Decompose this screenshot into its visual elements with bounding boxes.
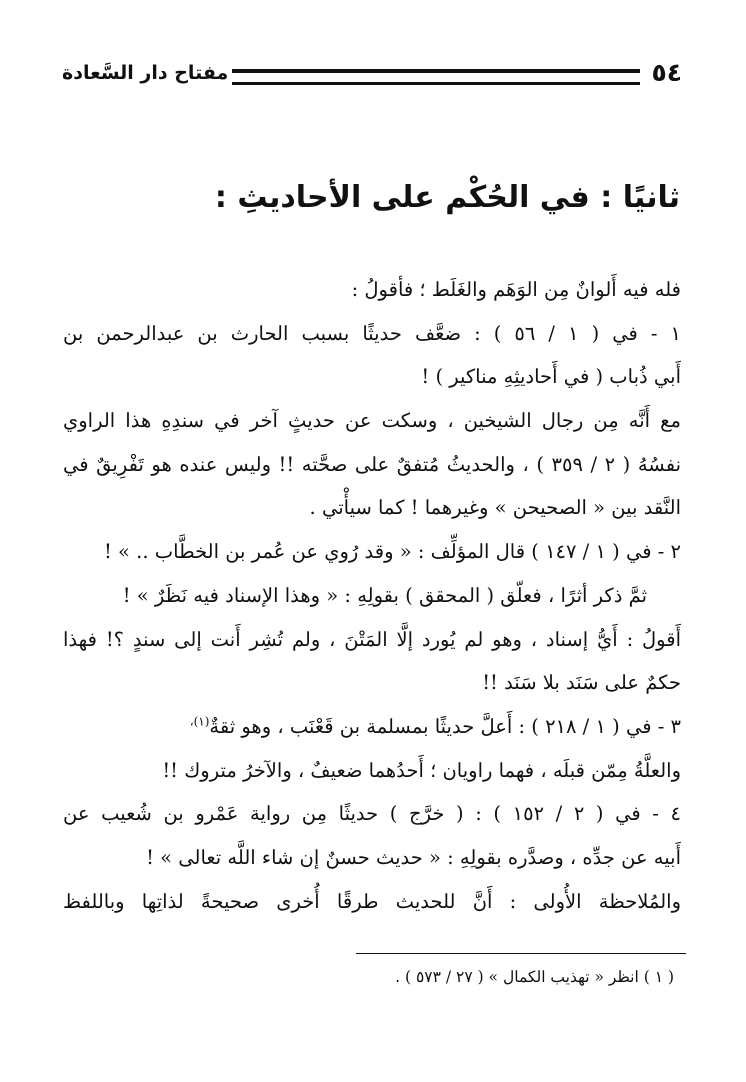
text-line-10: حكمٌ على سَنَد بلا سَنَد !! bbox=[482, 671, 681, 695]
text-line-11-content: ٣ - في ( ١ / ٢١٨ ) : أَعلَّ حديثًا بمسلمة بن قَعْنَب ، وهو ثقةٌ bbox=[209, 714, 681, 738]
text-line-14: أَبيه عن جدِّه ، وصدَّره بقولِهِ : « حديث حسنٌ إن شاء اللَّه تعالى » ! bbox=[146, 845, 681, 869]
text-line-4: مع أَنَّه مِن رجال الشيخين ، وسكت عن حديثٍ آخر في سندِهِ هذا الراوي bbox=[63, 409, 681, 433]
section-heading: ثانيًا : في الحُكْم على الأحاديثِ : bbox=[214, 180, 680, 215]
page-number: ٥٤ bbox=[651, 58, 682, 87]
header-rule bbox=[232, 69, 640, 85]
text-line-3: أَبي ذُباب ( في أَحاديثِهِ مناكير ) ! bbox=[421, 365, 681, 389]
footnote: ( ١ ) انظر « تهذيب الكمال » ( ٢٧ / ٥٧٣ ) . bbox=[395, 968, 674, 986]
text-line-15: والمُلاحظة الأُولى : أَنَّ للحديث طرقًا أُخرى صحيحةً لذاتِها وباللفظ bbox=[63, 889, 681, 913]
body-text bbox=[63, 268, 681, 923]
footnote-divider bbox=[356, 953, 686, 954]
footnote-reference: (١)، bbox=[189, 714, 210, 729]
text-line-13: ٤ - في ( ٢ / ١٥٢ ) : ( خرَّج ) حديثًا مِن رواية عَمْرو بن شُعيب عن bbox=[63, 802, 681, 826]
text-line-1: فله فيه أَلوانٌ مِن الوَهَم والغَلَط ؛ فأقولُ : bbox=[351, 278, 681, 301]
text-line-2: ١ - في ( ١ / ٥٦ ) : ضعَّف حديثًا بسبب الحارث بن عبدالرحمن بن bbox=[63, 321, 681, 345]
text-line-6: النَّقد بين « الصحيحن » وغيرهما ! كما سيأْتي . bbox=[309, 496, 681, 520]
text-line-9: أَقولُ : أَيُّ إسناد ، وهو لم يُورد إلَّا المَتْنَ ، ولم تُشِر أَنت إلى سندٍ ؟! فهذا bbox=[63, 627, 681, 651]
book-title: مفتاح دار السَّعادة bbox=[62, 62, 229, 84]
text-line-11 bbox=[63, 705, 681, 749]
page-header bbox=[62, 58, 682, 92]
text-line-8: ثمَّ ذكر أثرًا ، فعلّق ( المحقق ) بقولِهِ : « وهذا الإسناد فيه نَظَرٌ » ! bbox=[122, 583, 647, 607]
text-line-12: والعلَّةُ مِمّن قبلَه ، فهما راويان ؛ أَحدُهما ضعيفٌ ، والآخرُ متروك !! bbox=[162, 758, 681, 782]
text-line-5: نفسُهُ ( ٢ / ٣٥٩ ) ، والحديثُ مُتفقٌ على صحَّته !! وليس عنده هو تَفْرِيقٌ في bbox=[63, 452, 681, 476]
text-line-7: ٢ - في ( ١ / ١٤٧ ) قال المؤلِّف : « وقد رُوي عن عُمر بن الخطَّاب .. » ! bbox=[104, 540, 681, 564]
